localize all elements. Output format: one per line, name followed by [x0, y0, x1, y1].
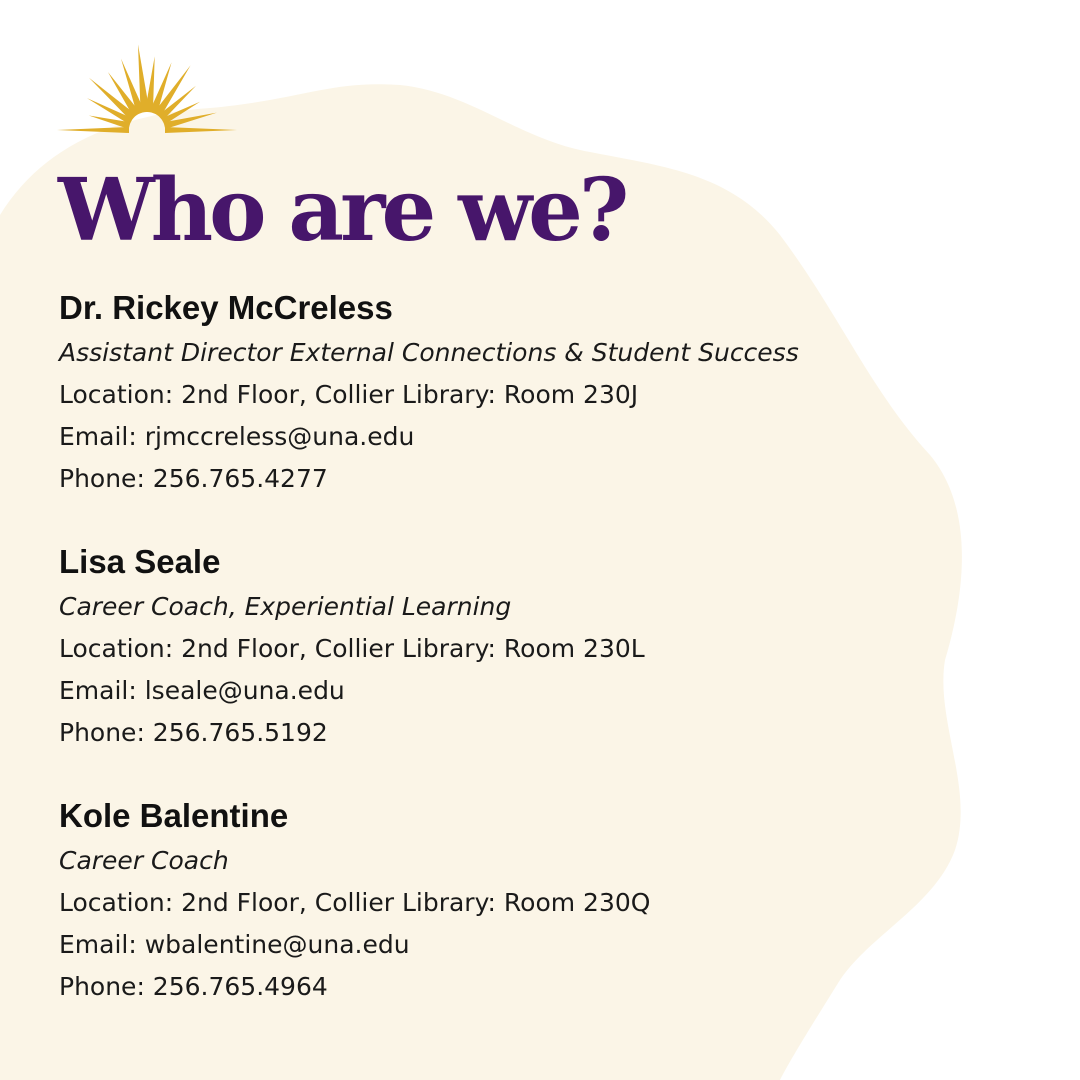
contact-role: Assistant Director External Connections & Student Success [59, 338, 799, 367]
contact-email: Email: wbalentine@una.edu [59, 930, 410, 959]
contact-phone: Phone: 256.765.4277 [59, 464, 328, 493]
contact-name: Lisa Seale [59, 543, 221, 580]
contact-phone: Phone: 256.765.4964 [59, 972, 328, 1001]
contact-role: Career Coach [59, 846, 229, 875]
sunburst-ray [57, 127, 129, 133]
contact-card [59, 792, 859, 1008]
contact-name: Kole Balentine [59, 797, 289, 834]
page-title: Who are we? [58, 160, 626, 261]
contact-location: Location: 2nd Floor, Collier Library: Room 230L [59, 634, 645, 663]
contact-location: Location: 2nd Floor, Collier Library: Room 230J [59, 380, 639, 409]
contact-phone: Phone: 256.765.5192 [59, 718, 328, 747]
sunburst-ray [165, 127, 237, 133]
sunburst-icon [55, 34, 240, 134]
contact-name: Dr. Rickey McCreless [59, 289, 393, 326]
contact-card [59, 284, 859, 500]
contact-email: Email: rjmccreless@una.edu [59, 422, 415, 451]
contact-list [59, 284, 859, 1046]
contact-location: Location: 2nd Floor, Collier Library: Room 230Q [59, 888, 651, 917]
contact-email: Email: lseale@una.edu [59, 676, 345, 705]
contact-card [59, 538, 859, 754]
contact-role: Career Coach, Experiential Learning [59, 592, 512, 621]
